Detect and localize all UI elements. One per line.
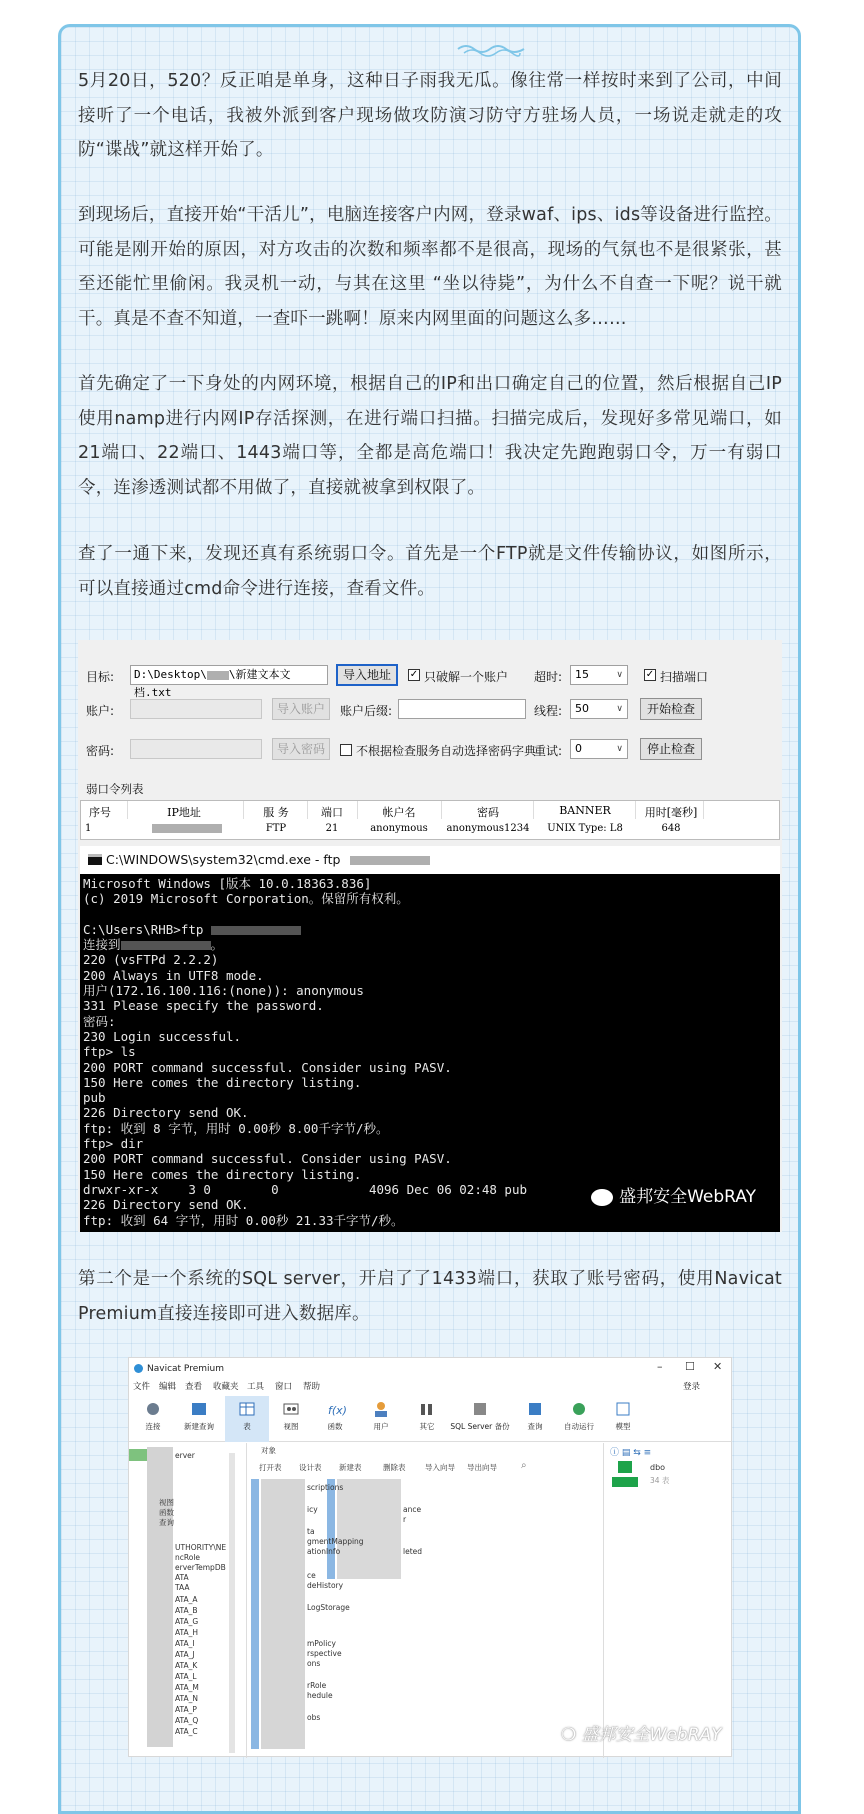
- wechat-icon: [591, 1189, 613, 1206]
- table-cell: 1: [85, 823, 92, 834]
- menu-item[interactable]: 帮助: [303, 1382, 321, 1392]
- redacted-block: [350, 856, 430, 865]
- import-account-button[interactable]: 导入账户: [272, 698, 330, 720]
- cmd-line: 220 (vsFTPd 2.2.2): [83, 952, 219, 968]
- tree-role[interactable]: ATA_B: [175, 1606, 198, 1615]
- table-icon-column: [251, 1479, 259, 1749]
- column-header: BANNER: [559, 804, 611, 817]
- tool-view[interactable]: 视图: [269, 1396, 313, 1442]
- paragraph-5: 第二个是一个系统的SQL server，开启了了1433端口，获取了账号密码，使用Navicat Premium直接连接即可进入数据库。: [78, 1269, 782, 1324]
- table-name[interactable]: icy: [307, 1505, 318, 1514]
- export-wizard-action[interactable]: 导出向导: [467, 1463, 497, 1472]
- menu-item[interactable]: 收藏夹: [213, 1382, 239, 1392]
- retry-label: 重试:: [534, 744, 563, 758]
- column-divider: [127, 801, 128, 819]
- table-cell: 21: [325, 823, 339, 834]
- new-table-action[interactable]: 新建表: [339, 1463, 362, 1472]
- cmd-line: 226 Directory send OK.: [83, 1197, 249, 1213]
- chevron-down-icon: ∨: [616, 670, 623, 680]
- cmd-line: 用户(172.16.100.116:(none)): anonymous: [83, 983, 364, 999]
- tree-item-queries[interactable]: 查询: [159, 1518, 174, 1527]
- cmd-line: Microsoft Windows [版本 10.0.18363.836]: [83, 876, 372, 891]
- watermark: 盛邦安全WebRAY: [591, 1182, 756, 1207]
- model-icon: [614, 1400, 632, 1418]
- column-divider: [357, 801, 358, 819]
- database-icon: [612, 1477, 638, 1487]
- tree-role[interactable]: ncRole: [175, 1553, 201, 1562]
- target-input[interactable]: [130, 665, 328, 699]
- threads-value: 50: [575, 702, 589, 715]
- tool-other[interactable]: 其它: [405, 1396, 449, 1442]
- cmd-line: ftp> ls: [83, 1044, 136, 1060]
- no-auto-dict-label: 不根据检查服务自动选择密码字典: [356, 744, 537, 758]
- scan-port-label: 扫描端口: [660, 670, 709, 684]
- tree-role[interactable]: ATA_M: [175, 1683, 199, 1692]
- cmd-title: C:\WINDOWS\system32\cmd.exe - ftp: [106, 852, 341, 867]
- cmd-line: 150 Here comes the directory listing.: [83, 1166, 362, 1182]
- info-pane: [603, 1443, 733, 1758]
- tool-user[interactable]: 用户: [357, 1396, 405, 1442]
- wechat-icon: ❍: [561, 1725, 582, 1745]
- tree-role[interactable]: ATA_C: [175, 1727, 198, 1736]
- cmd-line: 331 Please specify the password.: [83, 998, 324, 1014]
- column-header: 序号: [89, 806, 111, 819]
- search-icon[interactable]: ⌕: [521, 1460, 527, 1471]
- navicat-logo-icon: [134, 1364, 143, 1373]
- other-icon: [418, 1400, 436, 1418]
- target-path-head: D:\Desktop\: [134, 668, 207, 681]
- threads-select[interactable]: [570, 699, 628, 719]
- delete-table-action[interactable]: 删除表: [383, 1463, 406, 1472]
- cmd-line: ftp> dir: [83, 1136, 144, 1152]
- table-cell: anonymous: [370, 823, 428, 834]
- password-input[interactable]: [130, 739, 262, 759]
- table-name[interactable]: leted: [403, 1547, 423, 1556]
- ftp-screenshot: [78, 640, 782, 1232]
- only-one-checkbox[interactable]: ✓: [409, 669, 419, 680]
- tab-objects[interactable]: 对象: [261, 1446, 276, 1455]
- tree-server[interactable]: erver: [175, 1451, 195, 1460]
- menu-item[interactable]: 窗口: [275, 1382, 293, 1392]
- table-name[interactable]: scriptions: [307, 1483, 344, 1492]
- account-suffix-input[interactable]: [398, 699, 526, 719]
- table-name[interactable]: obs: [307, 1713, 321, 1722]
- account-label: 账户:: [86, 704, 115, 718]
- svg-text:f(x): f(x): [328, 1404, 347, 1417]
- database-icon: [618, 1461, 632, 1473]
- cmd-console: [80, 874, 780, 1232]
- retry-select[interactable]: [570, 739, 628, 759]
- timeout-label: 超时:: [534, 670, 563, 684]
- automation-icon: [570, 1400, 588, 1418]
- start-check-button[interactable]: 开始检查: [640, 698, 702, 720]
- account-suffix-label: 账户后缀:: [340, 704, 393, 718]
- menu-item[interactable]: 编辑: [159, 1382, 177, 1392]
- cmd-line: (c) 2019 Microsoft Corporation。保留所有权利。: [83, 891, 409, 907]
- table-name[interactable]: r: [403, 1515, 407, 1524]
- cmd-line: 230 Login successful.: [83, 1028, 242, 1044]
- redacted-block: [337, 1479, 401, 1579]
- tree-role[interactable]: ATA_P: [175, 1705, 197, 1714]
- schema-name: dbo: [650, 1463, 666, 1472]
- info-icon[interactable]: ⓘ ▤ ⇆ ≡: [610, 1448, 652, 1458]
- table-count: 34 表: [650, 1476, 670, 1485]
- navicat-screenshot: [128, 1357, 732, 1757]
- navicat-menubar: [129, 1378, 731, 1396]
- menu-item[interactable]: 查看: [185, 1382, 203, 1392]
- scan-port-checkbox[interactable]: ✓: [645, 669, 655, 680]
- tool-query[interactable]: 查询: [513, 1396, 557, 1442]
- scrollbar[interactable]: [229, 1453, 235, 1753]
- password-label: 密码:: [86, 744, 115, 758]
- tree-role[interactable]: ATA_N: [175, 1694, 199, 1703]
- object-pane: [253, 1443, 553, 1758]
- paragraph-4: 查了一通下来，发现还真有系统弱口令。首先是一个FTP就是文件传输协议，如图所示，可以直接通过cmd命令进行连接，查看文件。: [78, 544, 782, 599]
- account-input[interactable]: [130, 699, 262, 719]
- column-header: 服 务: [263, 806, 289, 819]
- tree-role[interactable]: ATA_I: [175, 1639, 195, 1648]
- import-address-button[interactable]: 导入地址: [336, 664, 398, 686]
- cmd-line: C:\Users\RHB>ftp: [83, 922, 780, 937]
- table-name[interactable]: rspective: [307, 1649, 342, 1658]
- import-wizard-action[interactable]: 导入向导: [425, 1463, 455, 1472]
- weak-password-table: [80, 800, 780, 840]
- tree-item-views[interactable]: 视图: [159, 1498, 174, 1507]
- cmd-line: pub: [83, 1090, 106, 1106]
- wave-ornament: [456, 41, 526, 57]
- tree-role[interactable]: TAA: [175, 1583, 190, 1592]
- column-header: IP地址: [167, 806, 201, 819]
- chevron-down-icon: ∨: [616, 744, 623, 754]
- column-header: 密码: [477, 806, 499, 819]
- query-icon: [190, 1400, 208, 1418]
- tree-role[interactable]: ATA_A: [175, 1595, 198, 1604]
- column-divider: [307, 801, 308, 819]
- column-header: 端口: [321, 806, 343, 819]
- navicat-title: Navicat Premium: [147, 1364, 224, 1374]
- retry-value: 0: [575, 742, 582, 755]
- navicat-titlebar: [129, 1358, 731, 1380]
- table-name[interactable]: ce: [307, 1571, 316, 1580]
- tool-function[interactable]: f(x) 函数: [313, 1396, 357, 1442]
- login-link[interactable]: 登录: [683, 1382, 701, 1392]
- table-name[interactable]: deHistory: [307, 1581, 344, 1590]
- table-name[interactable]: ationInfo: [307, 1547, 341, 1556]
- table-icon-column: [327, 1479, 335, 1579]
- redacted-block: [207, 671, 229, 680]
- import-password-button[interactable]: 导入密码: [272, 738, 330, 760]
- weak-password-list-title: 弱口令列表: [86, 782, 144, 796]
- view-icon: [282, 1400, 300, 1418]
- timeout-select[interactable]: [570, 665, 628, 685]
- column-divider: [703, 801, 704, 819]
- no-auto-dict-checkbox[interactable]: [340, 744, 352, 756]
- column-divider: [441, 801, 442, 819]
- table-cell: anonymous1234: [446, 823, 530, 834]
- tool-connect[interactable]: 连接: [131, 1396, 175, 1442]
- redacted-block: [129, 1449, 147, 1461]
- tree-role[interactable]: erverTempDB: [175, 1563, 226, 1572]
- design-table-action[interactable]: 设计表: [299, 1463, 322, 1472]
- chevron-down-icon: ∨: [616, 704, 623, 714]
- table-name[interactable]: mPolicy: [307, 1639, 336, 1648]
- target-label: 目标:: [86, 670, 115, 684]
- cmd-line: ftp: 收到 64 字节，用时 0.00秒 21.33千字节/秒。: [83, 1212, 404, 1228]
- cmd-line: [83, 907, 780, 922]
- cmd-line: 200 Always in UTF8 mode.: [83, 967, 264, 983]
- paragraph-2: 到现场后，直接开始“干活儿”，电脑连接客户内网，登录waf、ips、ids等设备进行监控。可能是刚开始的原因，对方攻击的次数和频率都不是很高，现场的气氛也不是很紧张，甚至还能忙里偷闲。我灵机一动，与其在这里 “坐以待毙”，为什么不自查一下呢？说干就干。真是不查不知道，一查吓一跳啊！原来内网里面的问题这么多……: [78, 205, 782, 329]
- tree-role[interactable]: ATA_H: [175, 1628, 199, 1637]
- column-divider: [243, 801, 244, 819]
- tree-item-functions[interactable]: 函数: [159, 1508, 174, 1517]
- table-cell-redacted: [147, 823, 227, 834]
- tool-table[interactable]: 表: [225, 1396, 269, 1442]
- column-divider: [533, 801, 534, 819]
- close-icon[interactable]: ✕: [713, 1360, 723, 1373]
- tree-role[interactable]: UTHORITY\NE: [175, 1543, 227, 1552]
- minimize-icon[interactable]: –: [657, 1360, 663, 1373]
- tool-sqlserver-backup[interactable]: SQL Server 备份: [447, 1396, 513, 1442]
- target-path-tail: \新建文本文档.txt: [134, 668, 291, 699]
- user-icon: [372, 1400, 390, 1418]
- cmd-line: 200 PORT command successful. Consider using PASV.: [83, 1059, 452, 1075]
- tool-model[interactable]: 模型: [601, 1396, 645, 1442]
- column-header: 帐户名: [382, 806, 416, 819]
- column-divider: [635, 801, 636, 819]
- tool-new-query[interactable]: 新建查询: [173, 1396, 225, 1442]
- threads-label: 线程:: [534, 704, 563, 718]
- redacted-block: [261, 1479, 305, 1749]
- tree-role[interactable]: ATA_L: [175, 1672, 197, 1681]
- table-cell: FTP: [265, 823, 287, 834]
- connection-tree: [129, 1443, 247, 1758]
- plug-icon: [144, 1400, 162, 1418]
- cmd-line: 连接到 。: [83, 937, 224, 953]
- table-name[interactable]: ta: [307, 1527, 315, 1536]
- table-name[interactable]: ons: [307, 1659, 321, 1668]
- tree-role[interactable]: ATA: [175, 1573, 189, 1582]
- table-name[interactable]: gmentMapping: [307, 1537, 364, 1546]
- only-one-label: 只破解一个账户: [424, 670, 509, 684]
- tree-role[interactable]: ATA_K: [175, 1661, 198, 1670]
- tree-role[interactable]: ATA_G: [175, 1617, 199, 1626]
- redacted-block: [147, 1447, 173, 1747]
- table-cell: UNIX Type: L8: [547, 823, 623, 834]
- cmd-line: 226 Directory send OK.: [83, 1105, 249, 1121]
- cmd-line: 密码:: [83, 1013, 116, 1029]
- navicat-toolbar: [129, 1396, 731, 1442]
- backup-icon: [471, 1400, 489, 1418]
- stop-check-button[interactable]: 停止检查: [640, 738, 702, 760]
- table-cell: 648: [661, 823, 681, 834]
- paragraph-1: 5月20日，520？反正咱是单身，这种日子雨我无瓜。像往常一样按时来到了公司，中间接听了一个电话，我被外派到客户现场做攻防演习防守方驻场人员，一场说走就走的攻防“谍战”就这样开始了。: [78, 71, 782, 160]
- table-name[interactable]: hedule: [307, 1691, 333, 1700]
- table-name[interactable]: ance: [403, 1505, 422, 1514]
- query-icon: [526, 1400, 544, 1418]
- table-name[interactable]: rRole: [307, 1681, 327, 1690]
- timeout-value: 15: [575, 668, 589, 681]
- maximize-icon[interactable]: ☐: [685, 1360, 695, 1373]
- cmd-line: drwxr-xr-x 3 0 0 4096 Dec 06 02:48 pub: [83, 1181, 528, 1197]
- cmd-titlebar: [80, 846, 780, 874]
- cmd-line: ftp: 收到 8 字节，用时 0.00秒 8.00千字节/秒。: [83, 1120, 389, 1136]
- column-header: 用时[毫秒]: [644, 806, 698, 819]
- menu-item[interactable]: 工具: [247, 1382, 265, 1392]
- cmd-line: 150 Here comes the directory listing.: [83, 1074, 362, 1090]
- cmd-line: 200 PORT command successful. Consider using PASV.: [83, 1151, 452, 1167]
- table-name[interactable]: LogStorage: [307, 1603, 350, 1612]
- open-table-action[interactable]: 打开表: [259, 1463, 282, 1472]
- table-icon: [238, 1400, 256, 1418]
- watermark: ❍ 盛邦安全WebRAY: [561, 1725, 722, 1745]
- paragraph-3: 首先确定了一下身处的内网环境，根据自己的IP和出口确定自己的位置，然后根据自己IP使用namp进行内网IP存活探测，在进行端口扫描。扫描完成后，发现好多常见端口，如21端口、22端口、1443端口等，全都是高危端口！我决定先跑跑弱口令，万一有弱口令，连渗透测试都不用做了，直接就被拿到权限了。: [78, 374, 782, 498]
- cmd-icon: [88, 854, 102, 865]
- tree-role[interactable]: ATA_Q: [175, 1716, 199, 1725]
- tool-automation[interactable]: 自动运行: [557, 1396, 601, 1442]
- tree-role[interactable]: ATA_J: [175, 1650, 195, 1659]
- menu-item[interactable]: 文件: [133, 1382, 151, 1392]
